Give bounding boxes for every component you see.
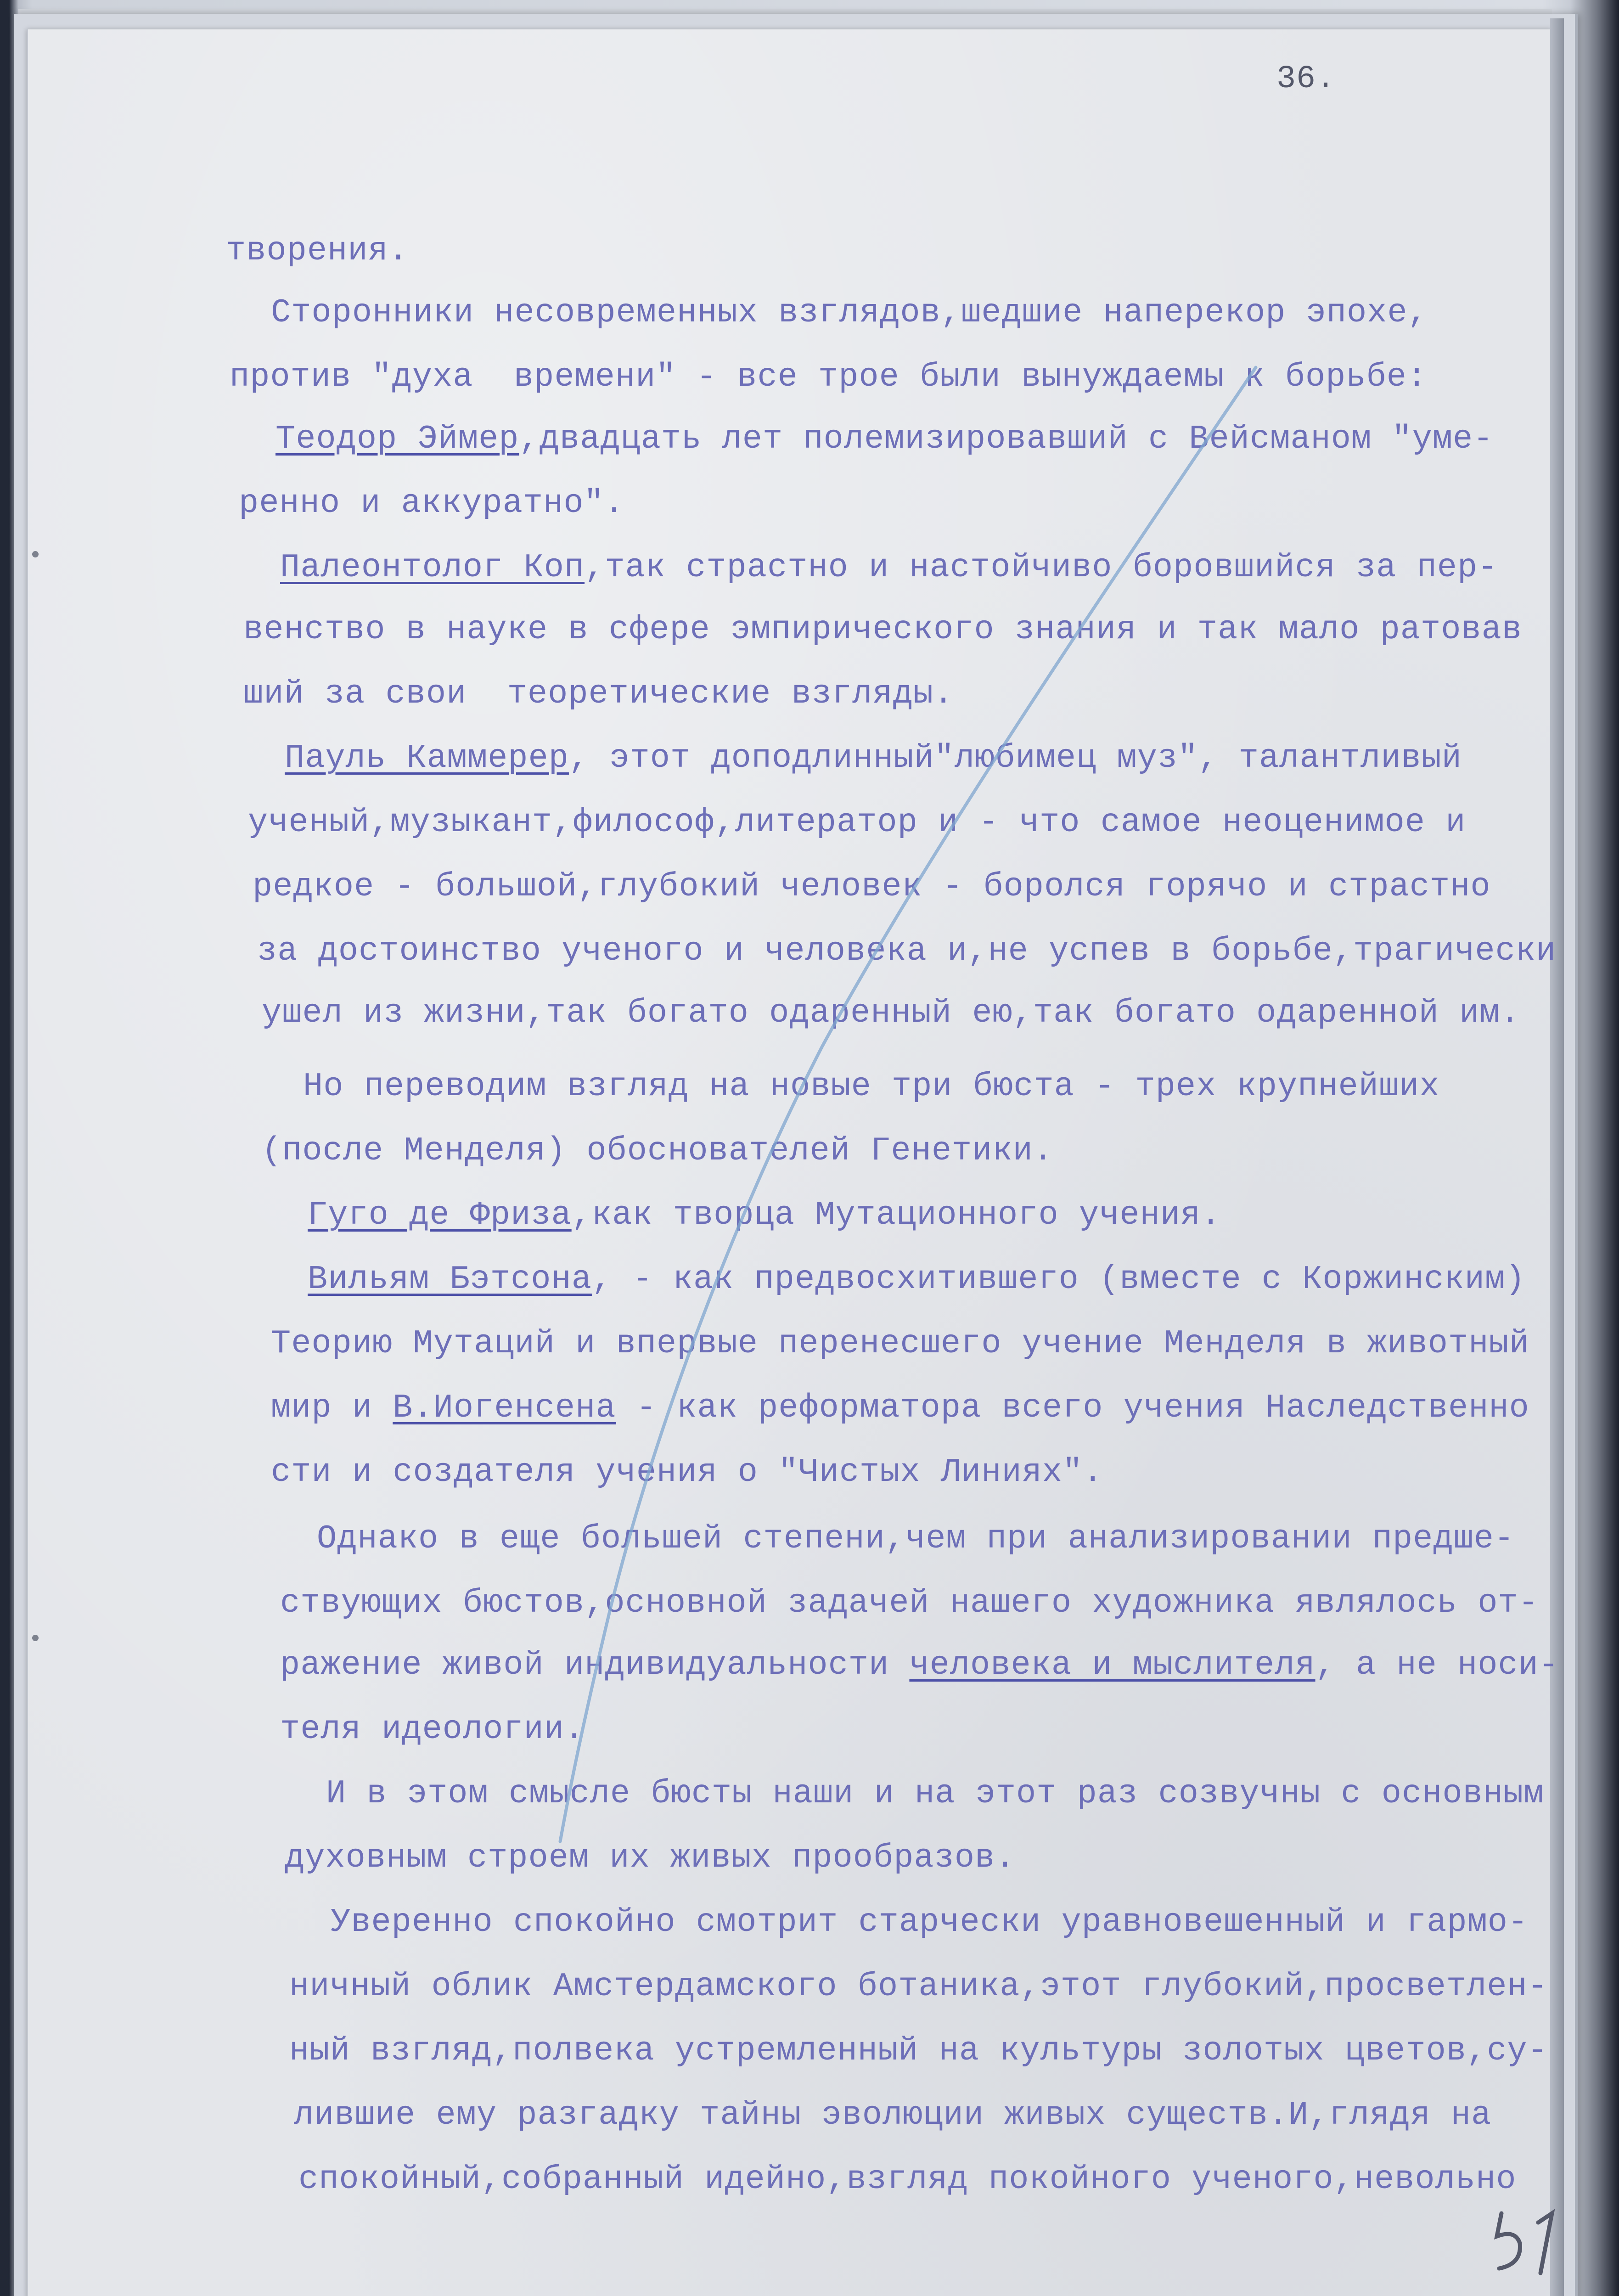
text-line: ствующих бюстов,основной задачей нашего художника являлось от- [280,1584,1539,1622]
text-line: Однако в еще большей степени,чем при анализировании предше- [317,1520,1515,1558]
text-line [285,739,1462,777]
text-line: Уверенно спокойно смотрит старчески уравновешенный и гармо- [331,1903,1529,1941]
text-line: духовным строем их живых прообразов. [285,1839,1016,1877]
text-line [280,1646,1559,1684]
text-line: против "духа времени" - все трое были вынуждаемы к борьбе: [230,358,1428,396]
text-line: венство в науке в сфере эмпирического знания и так мало ратовав [243,611,1523,648]
text-line [275,422,1493,456]
text-line [280,551,1498,584]
name-kop: Палеонтолог Коп [280,549,585,586]
text-line: Но переводим взгляд на новые три бюста - трех крупнейших [303,1068,1440,1105]
text-line: Сторонники несовременных взглядов,шедшие наперекор эпохе, [271,294,1428,332]
name-bateson: Вильям Бэтсона [308,1261,592,1298]
text-line-start: ражение живой индивидуальности [280,1646,910,1684]
text-line: за достоинство ученого и человека и,не успев в борьбе,трагически [257,932,1557,970]
text-line: ничный облик Амстердамского ботаника,этот глубокий,просветлен- [289,1968,1548,2005]
name-kammerer: Пауль Каммерер [285,739,569,777]
text-line: творения. [226,232,409,270]
text-line [308,1196,1221,1234]
text-line: ный взгляд,полвека устремленный на культуры золотых цветов,су- [289,2032,1548,2070]
name-de-vries: Гуго де Фриза [308,1196,572,1234]
text-line-rest: ,как творца Мутационного учения. [571,1196,1221,1234]
text-line-rest: - как реформатора всего учения Наследственно [616,1389,1529,1427]
text-line-rest: , а не носи- [1315,1646,1559,1684]
text-line-rest: , - как предвосхитившего (вместе с Коржинским) [591,1261,1526,1298]
text-line: Теорию Мутаций и впервые перенесшего учение Менделя в животный [271,1325,1529,1362]
text-line: редкое - большой,глубокий человек - боролся горячо и страстно [253,868,1491,906]
text-line-rest: ,двадцать лет полемизировавший с Вейсманом "уме- [519,420,1494,458]
binding-hole [32,551,39,557]
binding-hole [32,1635,39,1641]
text-line: ушел из жизни,так богато одаренный ею,так богато одаренной им. [262,994,1520,1032]
text-line: ший за свои теоретические взгляды. [243,675,954,713]
text-line [308,1263,1525,1296]
page-number: 36. [1276,61,1336,97]
page-stack-edge [1550,18,1564,2296]
text-line: ученый,музыкант,философ,литератор и - что самое неоценимое и [248,804,1466,841]
underlined-phrase: человека и мыслителя [909,1646,1315,1684]
text-line: лившие ему разгадку тайны эволюции живых существ.И,глядя на [294,2096,1492,2134]
text-line: (после Менделя) обоснователей Генетики. [262,1132,1054,1170]
handwritten-sheet-number [1488,2204,1570,2278]
name-teodor-eimer: Теодор Эймер [275,420,519,458]
text-line-start: мир и [271,1389,393,1427]
name-johannsen: В.Иогенсена [393,1389,616,1427]
text-line: И в этом смысле бюсты наши и на этот раз созвучны с основным [326,1775,1544,1812]
text-line: ренно и аккуратно". [239,484,624,522]
text-line: теля идеологии. [280,1711,585,1748]
text-line-rest: ,так страстно и настойчиво боровшийся за пер- [585,549,1498,586]
text-line: спокойный,собранный идейно,взгляд покойного ученого,невольно [298,2161,1517,2198]
text-line [271,1389,1529,1427]
text-line-rest: , этот доподлинный"любимец муз", талантливый [568,739,1462,777]
text-line: сти и создателя учения о "Чистых Линиях". [271,1453,1103,1491]
